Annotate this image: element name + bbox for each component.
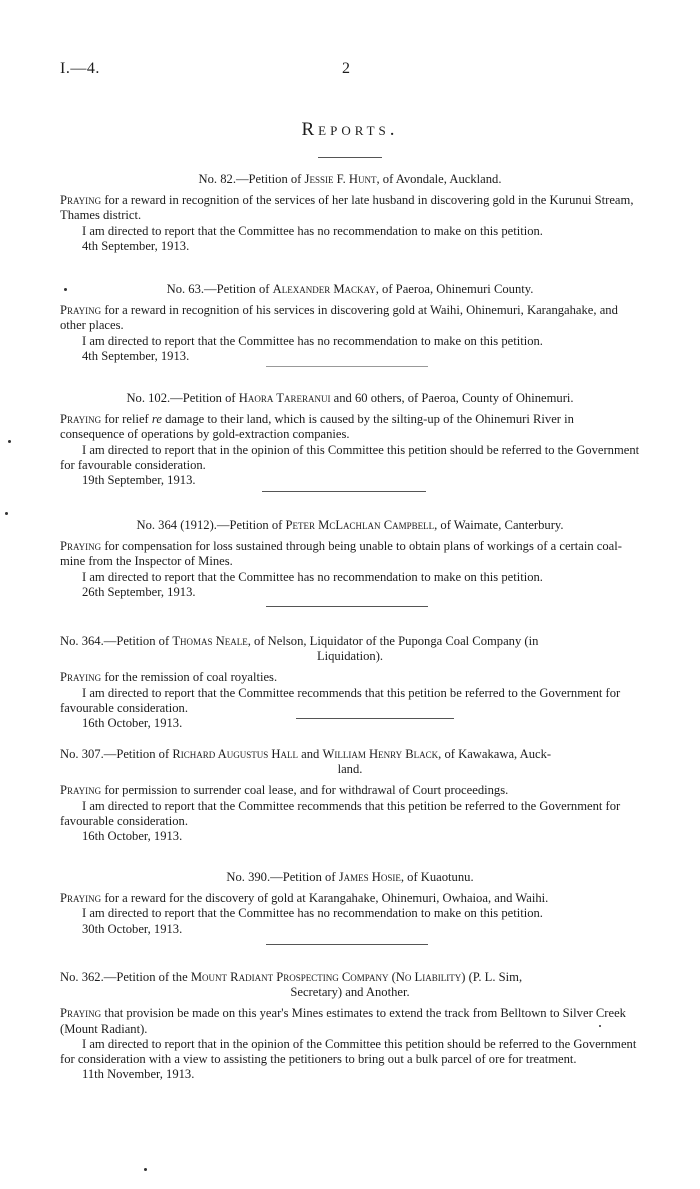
committee-report: I am directed to report that the Committee has no recommendation to make on this petition. [82, 569, 543, 584]
divider [262, 491, 426, 492]
report-entry [60, 518, 640, 600]
report-entry [60, 391, 640, 488]
petitioner-name: William Henry Black [322, 747, 439, 761]
scan-speck [8, 440, 11, 443]
paper-reference: I.—4. [60, 60, 100, 77]
divider [266, 366, 428, 367]
prayer-text: Praying for a reward for the discovery of gold at Karangahake, Ohinemuri, Owhaioa, and Waihi. [60, 891, 549, 906]
report-date: 30th October, 1913. [82, 921, 183, 936]
report-entry [60, 747, 640, 844]
petitioner-name: James Hosie [338, 870, 401, 884]
report-title: No. 362.—Petition of the Mount Radiant Prospecting Company (No Liability) (P. L. Sim, Secretary) and Another. [60, 970, 523, 1000]
committee-report: I am directed to report that the Committee has no recommendation to make on this petition. [82, 906, 543, 921]
petitioner-name: Haora Tareranui [238, 391, 331, 405]
committee-report: I am directed to report that the Committee has no recommendation to make on this petition. [82, 333, 543, 348]
scan-speck [144, 1168, 147, 1171]
committee-report: I am directed to report that the Committee recommends that this petition be referred to the Government for favourable consideration. [60, 798, 621, 828]
report-entry [60, 634, 640, 731]
report-title: No. 364 (1912).—Petition of Peter McLachlan Campbell, of Waimate, Canterbury. [136, 518, 564, 532]
report-title: No. 102.—Petition of Haora Tareranui and 60 others, of Paeroa, County of Ohinemuri. [126, 391, 574, 405]
report-title: No. 82.—Petition of Jessie F. Hunt, of Avondale, Auckland. [198, 172, 502, 186]
section-heading: Reports. [301, 119, 399, 140]
petitioner-name: Mount Radiant Prospecting Company (No Liability) [190, 970, 466, 984]
divider [318, 157, 382, 158]
report-title: No. 63.—Petition of Alexander Mackay, of Paeroa, Ohinemuri County. [166, 282, 534, 296]
page-number: 2 [342, 60, 350, 77]
scan-speck [5, 512, 8, 515]
prayer-text: Praying for relief re damage to their land, which is caused by the silting-up of the Ohinemuri River in consequence of operations by gold-extraction companies. [60, 412, 574, 442]
divider [266, 944, 428, 945]
report-title: No. 364.—Petition of Thomas Neale, of Nelson, Liquidator of the Puponga Coal Company (in Liquidation). [60, 634, 539, 664]
prayer-text: Praying for the remission of coal royalties. [60, 670, 278, 685]
report-date: 16th October, 1913. [82, 829, 183, 844]
page-header [0, 60, 700, 82]
prayer-text: Praying for a reward in recognition of the services of her late husband in discovering gold in the Kurunui Stream, Thames district. [60, 193, 634, 223]
petitioner-name: Alexander Mackay [272, 282, 376, 296]
prayer-text: Praying for permission to surrender coal lease, and for withdrawal of Court proceedings. [60, 783, 509, 798]
prayer-text: Praying that provision be made on this year's Mines estimates to extend the track from Belltown to Silver Creek (Mount Radiant). [60, 1006, 626, 1036]
petitioner-name: Jessie F. Hunt [304, 172, 377, 186]
committee-report: I am directed to report that in the opinion of this Committee this petition should be referred to the Government for favourable consideration. [60, 442, 640, 472]
report-entry [60, 172, 640, 254]
report-entry [60, 970, 640, 1082]
report-date: 26th September, 1913. [82, 584, 196, 599]
committee-report: I am directed to report that in the opinion of the Committee this petition should be referred to the Government for consideration with a view to assisting the petitioners to bring out a bulk parcel of ore for treatment. [60, 1036, 637, 1067]
report-date: 16th October, 1913. [82, 716, 183, 731]
committee-report: I am directed to report that the Committee has no recommendation to make on this petition. [82, 223, 543, 238]
divider [296, 718, 454, 719]
scan-speck [64, 288, 67, 291]
committee-report: I am directed to report that the Committee recommends that this petition be referred to the Government for favourable consideration. [60, 685, 621, 715]
report-entry [60, 282, 640, 364]
prayer-text: Praying for compensation for loss sustained through being unable to obtain plans of workings of a certain coal-mine from the Inspector of Mines. [60, 539, 622, 569]
petitioner-name: Thomas Neale [172, 634, 248, 648]
report-date: 19th September, 1913. [82, 473, 196, 488]
divider [266, 606, 428, 607]
prayer-text: Praying for a reward in recognition of his services in discovering gold at Waihi, Ohinemuri, Karangahake, and other places. [60, 303, 618, 333]
petitioner-name: Peter McLachlan Campbell [285, 518, 435, 532]
scan-speck [599, 1025, 601, 1027]
report-date: 4th September, 1913. [82, 238, 190, 253]
petitioner-name: Richard Augustus Hall [172, 747, 299, 761]
report-date: 4th September, 1913. [82, 348, 190, 363]
report-title: No. 390.—Petition of James Hosie, of Kuaotunu. [226, 870, 474, 884]
report-date: 11th November, 1913. [82, 1067, 195, 1082]
report-title: No. 307.—Petition of Richard Augustus Hall and William Henry Black, of Kawakawa, Auck- land. [60, 747, 552, 777]
report-entry [60, 870, 640, 937]
